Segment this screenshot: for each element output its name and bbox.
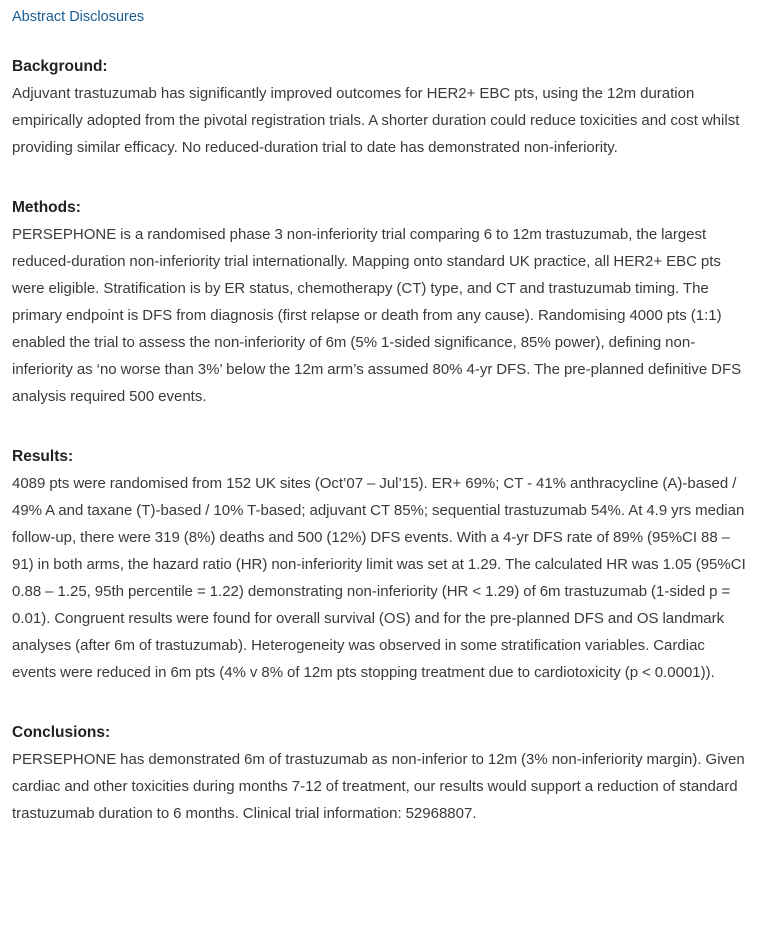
- results-section: [12, 444, 748, 686]
- methods-heading: Methods:: [12, 199, 81, 216]
- methods-section: [12, 195, 748, 410]
- results-heading: Results:: [12, 448, 74, 465]
- background-text: Adjuvant trastuzumab has significantly improved outcomes for HER2+ EBC pts, using the 12m duration empirically adopted from the pivotal registration trials. A shorter duration could reduce toxicities and cost whilst providing similar efficacy. No reduced-duration trial to date has demonstrated non-inferiority.: [12, 85, 740, 156]
- conclusions-section: [12, 720, 748, 827]
- results-text: 4089 pts were randomised from 152 UK sites (Oct’07 – Jul’15). ER+ 69%; CT - 41% anthracycline (A)-based / 49% A and taxane (T)-based / 10% T-based; adjuvant CT 85%; sequential trastuzumab 54%. At 4.9 yrs median follow-up, there were 319 (8%) deaths and 500 (12%) DFS events. With a 4-yr DFS rate of 89% (95%CI 88 – 91) in both arms, the hazard ratio (HR) non-inferiority limit was set at 1.29. The calculated HR was 1.05 (95%CI 0.88 – 1.25, 95th percentile = 1.22) demonstrating non-inferiority (HR < 1.29) of 6m trastuzumab (1-sided p = 0.01). Congruent results were found for overall survival (OS) and for the pre-planned DFS and OS landmark analyses (after 6m of trastuzumab). Heterogeneity was observed in some stratification variables. Cardiac events were reduced in 6m pts (4% v 8% of 12m pts stopping treatment due to cardiotoxicity (p < 0.0001)).: [12, 475, 746, 681]
- background-section: [12, 54, 748, 161]
- conclusions-text: PERSEPHONE has demonstrated 6m of trastuzumab as non-inferior to 12m (3% non-inferiority margin). Given cardiac and other toxicities during months 7-12 of treatment, our results would support a reduction of standard trastuzumab duration to 6 months. Clinical trial information: 52968807.: [12, 751, 745, 822]
- abstract-disclosures-link[interactable]: Abstract Disclosures: [12, 9, 145, 25]
- background-heading: Background:: [12, 58, 108, 75]
- conclusions-heading: Conclusions:: [12, 724, 111, 741]
- methods-text: PERSEPHONE is a randomised phase 3 non-inferiority trial comparing 6 to 12m trastuzumab, the largest reduced-duration non-inferiority trial internationally. Mapping onto standard UK practice, all HER2+ EBC pts were eligible. Stratification is by ER status, chemotherapy (CT) type, and CT and trastuzumab timing. The primary endpoint is DFS from diagnosis (first relapse or death from any cause). Randomising 4000 pts (1:1) enabled the trial to assess the non-inferiority of 6m (5% 1-sided significance, 85% power), defining non-inferiority as ‘no worse than 3%’ below the 12m arm’s assumed 80% 4-yr DFS. The pre-planned definitive DFS analysis required 500 events.: [12, 226, 742, 405]
